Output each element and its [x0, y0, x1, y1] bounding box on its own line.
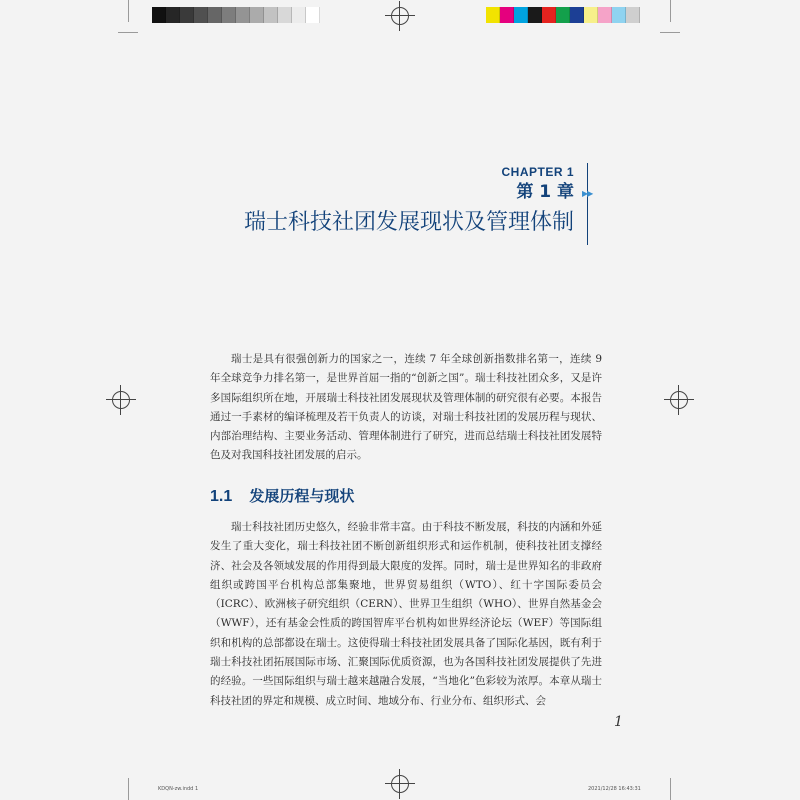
section-title: 发展历程与现状 [249, 487, 355, 505]
section-heading [210, 485, 354, 506]
color-swatch-11 [626, 7, 640, 23]
crop-mark [660, 32, 680, 33]
color-swatch-3 [514, 7, 528, 23]
color-swatch-6 [222, 7, 236, 23]
color-swatch-8 [584, 7, 598, 23]
chapter-divider-line [587, 163, 588, 245]
crop-mark [670, 778, 671, 800]
color-swatch-9 [264, 7, 278, 23]
section-number: 1.1 [210, 488, 233, 505]
color-swatch-8 [250, 7, 264, 23]
chapter-label-en: CHAPTER 1 [501, 165, 574, 179]
color-swatch-4 [528, 7, 542, 23]
registration-mark-right [668, 389, 690, 411]
crop-mark [128, 0, 129, 22]
color-swatch-4 [194, 7, 208, 23]
color-swatch-7 [236, 7, 250, 23]
color-swatch-1 [152, 7, 166, 23]
color-swatch-12 [306, 7, 320, 23]
registration-mark-bottom [389, 773, 411, 795]
color-swatch-9 [598, 7, 612, 23]
color-swatch-11 [292, 7, 306, 23]
color-swatch-3 [180, 7, 194, 23]
slug-timestamp: 2021/12/28 16:43:31 [588, 786, 641, 792]
slug-file-name: KDQN-zw.indd 1 [158, 786, 199, 792]
color-swatch-5 [208, 7, 222, 23]
process-color-bar [486, 7, 640, 23]
color-swatch-2 [166, 7, 180, 23]
color-swatch-1 [486, 7, 500, 23]
page-number: 1 [614, 714, 623, 730]
color-swatch-10 [612, 7, 626, 23]
color-swatch-2 [500, 7, 514, 23]
grayscale-color-bar [152, 7, 320, 23]
color-swatch-7 [570, 7, 584, 23]
color-swatch-5 [542, 7, 556, 23]
crop-mark [670, 0, 671, 22]
chapter-header [244, 165, 574, 237]
crop-mark [118, 32, 138, 33]
chapter-title: 瑞士科技社团发展现状及管理体制 [243, 210, 574, 235]
color-swatch-10 [278, 7, 292, 23]
section-paragraph: 瑞士科技社团历史悠久，经验非常丰富。由于科技不断发展，科技的内涵和外延发生了重大变化，瑞士科技社团不断创新组织形式和运作机制，使科技社团支撑经济、社会及各领域发展的作用得到最大限度的发挥。同时，瑞士是世界知名的非政府组织或跨国平台机构总部集聚地，世界贸易组织（WTO）、红十字国际委员会（ICRC）、欧洲核子研究组织（CERN）、世界卫生组织（WHO）、世界自然基金会（WWF），还有基金会性质的跨国智库平台机构如世界经济论坛（WEF）等国际组织和机构的总部都设在瑞士。这使得瑞士科技社团发展具备了国际化基因，既有利于瑞士科技社团拓展国际市场、汇聚国际优质资源，也为各国科技社团发展提供了先进的经验。一些国际组织与瑞士越来越融合发展，“当地化”色彩较为浓厚。本章从瑞士科技社团的界定和规模、成立时间、地域分布、行业分布、组织形式、会 [210, 521, 602, 707]
chapter-label-cn: 第 1 章 [516, 182, 574, 202]
registration-mark-left [110, 389, 132, 411]
crop-mark [128, 778, 129, 800]
registration-mark-top [389, 5, 411, 27]
intro-paragraph: 瑞士是具有很强创新力的国家之一，连续 7 年全球创新指数排名第一，连续 9 年全球竞争力排名第一，是世界首屈一指的“创新之国”。瑞士科技社团众多，又是许多国际组织所在地，开展瑞士科技社团发展现状及管理体制的研究很有必要。本报告通过一手素材的编译梳理及若干负责人的访谈，对瑞士科技社团的发展历程与现状、内部治理结构、主要业务活动、管理体制进行了研究，进而总结瑞士科技社团发展特色及对我国科技社团发展的启示。 [210, 353, 602, 462]
color-swatch-6 [556, 7, 570, 23]
double-arrow-icon: ▶▶ [582, 189, 593, 198]
